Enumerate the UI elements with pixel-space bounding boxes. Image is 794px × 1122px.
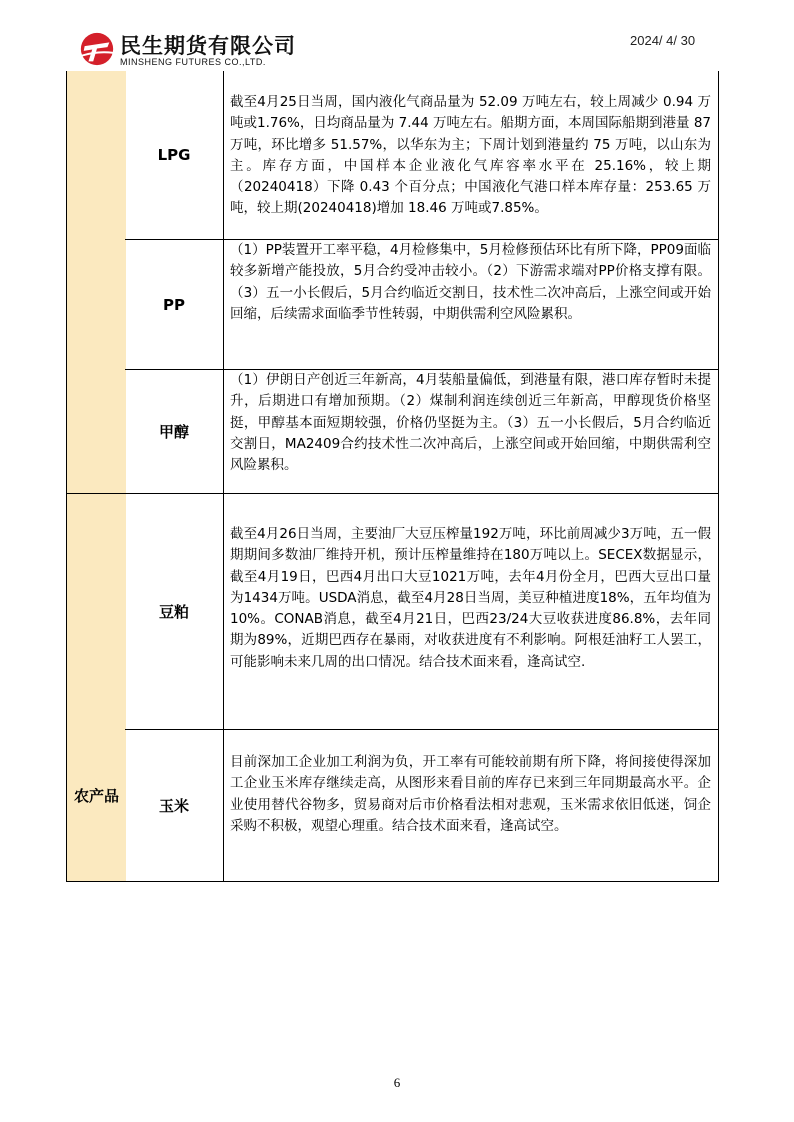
commodity-name: 玉米	[125, 730, 224, 881]
commodity-analysis: 截至4月26日当周，主要油厂大豆压榨量192万吨，环比前周减少3万吨，五一假期期间多数油厂维持开机，预计压榨量维持在180万吨以上。SECEX数据显示，截至4月19日，巴西4月出口大豆1021万吨，去年4月份全月，巴西大豆出口量为1434万吨。USDA消息，截至4月28日当周，美豆种植进度18%，五年均值为10%。CONAB消息，截至4月21日，巴西23/24大豆收获进度86.8%，去年同期为89%，近期巴西存在暴雨，对收获进度有不利影响。阿根廷油籽工人罢工，可能影响未来几周的出口情况。结合技术面来看，逢高试空.	[230, 526, 711, 670]
page-header	[0, 0, 794, 72]
category-energy-cell	[67, 71, 126, 493]
commodity-analysis: 截至4月25日当周，国内液化气商品量为 52.09 万吨左右，较上周减少 0.94 万吨或1.76%，日均商品量为 7.44 万吨左右。船期方面，本周国际船期到港量 87 万吨，环比增多 51.57%，以华东为主；下周计划到港量约 75 万吨，以山东为主。库存方面，中国样本企业液化气库容率水平在 25.16%，较上期（20240418）下降 0.43 个百分点；中国液化气港口样本库存量：253.65 万吨，较上期(20240418)增加 18.46 万吨或7.85%。	[230, 94, 711, 217]
table-row-soybean-meal	[125, 493, 719, 730]
category-column	[66, 71, 126, 882]
commodity-name: 豆粕	[125, 494, 224, 729]
category-agri-cell	[67, 493, 126, 881]
commodity-table	[66, 71, 719, 882]
commodity-name: PP	[125, 240, 224, 369]
commodity-analysis: （1）伊朗日产创近三年新高，4月装船量偏低，到港量有限，港口库存暂时未提升，后期进口有增加预期。（2）煤制利润连续创近三年新高，甲醇现货价格坚挺，甲醇基本面短期较强，价格仍坚挺为主。（3）五一小长假后，5月合约临近交割日，MA2409合约技术性二次冲高后，上涨空间或开始回缩，中期供需利空风险累积。	[230, 372, 711, 474]
commodity-name: LPG	[125, 71, 224, 239]
table-row-corn	[125, 729, 719, 882]
table-row-lpg	[125, 71, 719, 240]
commodity-analysis: （1）PP装置开工率平稳，4月检修集中，5月检修预估环比有所下降，PP09面临较多新增产能投放，5月合约受冲击较小。（2）下游需求端对PP价格支撑有限。（3）五一小长假后，5月合约临近交割日，技术性二次冲高后，上涨空间或开始回缩，后续需求面临季节性转弱，中期供需利空风险累积。	[230, 242, 711, 322]
report-date: 2024/ 4/ 30	[630, 33, 696, 48]
page-number: 6	[393, 1075, 401, 1090]
commodity-analysis: 目前深加工企业加工利润为负，开工率有可能较前期有所下降，将间接使得深加工企业玉米库存继续走高，从图形来看目前的库存已来到三年同期最高水平。企业使用替代谷物多，贸易商对后市价格看法相对悲观，玉米需求依旧低迷，饲企采购不积极，观望心理重。结合技术面来看，逢高试空。	[230, 754, 711, 834]
minsheng-logo-icon	[78, 30, 116, 68]
company-name-cn: 民生期货有限公司	[120, 34, 296, 58]
table-row-methanol	[125, 369, 719, 494]
commodity-name: 甲醇	[125, 370, 224, 493]
company-name-en: MINSHENG FUTURES CO.,LTD.	[120, 57, 266, 67]
table-row-pp	[125, 239, 719, 370]
category-agri-label: 农产品	[73, 787, 119, 805]
